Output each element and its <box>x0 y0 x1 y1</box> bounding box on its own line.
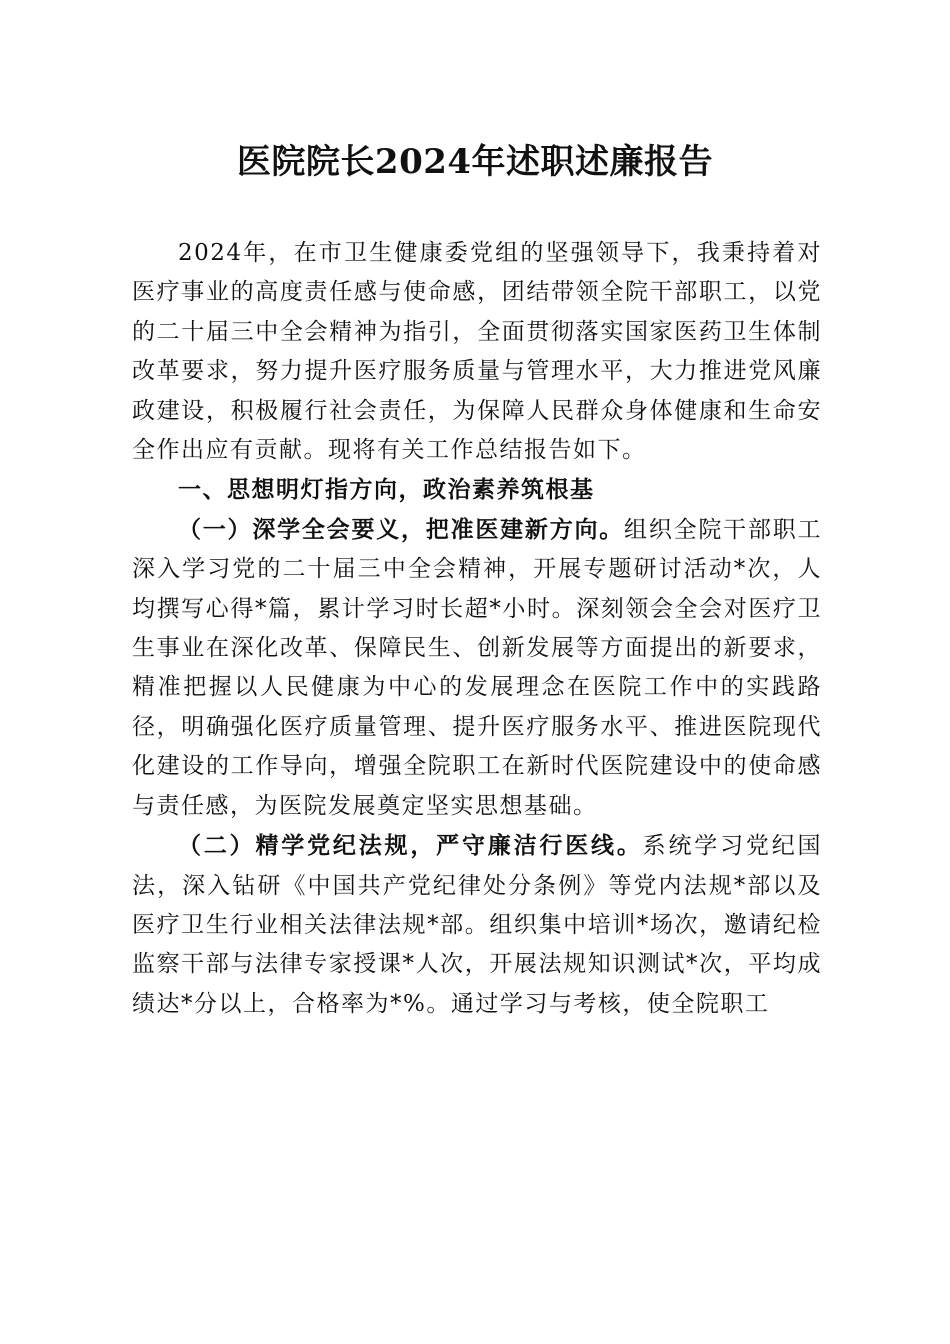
item-paragraph-1 <box>132 510 822 826</box>
document-body <box>132 234 822 1024</box>
item-text-1: 组织全院干部职工深入学习党的二十届三中全会精神，开展专题研讨活动*次，人均撰写心得*篇，累计学习时长超*小时。深刻领会全会对医疗卫生事业在深化改革、保障民生、创新发展等方面提出的新要求，精准把握以人民健康为中心的发展理念在医院工作中的实践路径，明确强化医疗质量管理、提升医疗服务水平、推进医院现代化建设的工作导向，增强全院职工在新时代医院建设中的使命感与责任感，为医院发展奠定坚实思想基础。 <box>132 516 823 819</box>
intro-paragraph: 2024年，在市卫生健康委党组的坚强领导下，我秉持着对医疗事业的高度责任感与使命感，团结带领全院干部职工，以党的二十届三中全会精神为指引，全面贯彻落实国家医药卫生体制改革要求，努力提升医疗服务质量与管理水平，大力推进党风廉政建设，积极履行社会责任，为保障人民群众身体健康和生命安全作出应有贡献。现将有关工作总结报告如下。 <box>132 240 822 464</box>
item-lead-2: （二）精学党纪法规，严守廉洁行医线。 <box>178 832 643 860</box>
item-lead-1: （一）深学全会要义，把准医建新方向。 <box>178 515 625 543</box>
section-heading: 一、思想明灯指方向，政治素养筑根基 <box>178 476 595 504</box>
item-paragraph-2 <box>132 826 822 1024</box>
document-title: 医院院长2024年述职述廉报告 <box>236 142 714 182</box>
item-text-2: 系统学习党纪国法，深入钻研《中国共产党纪律处分条例》等党内法规*部以及医疗卫生行业相关法律法规*部。组织集中培训*场次，邀请纪检监察干部与法律专家授课*人次，开展法规知识测试*次，平均成绩达*分以上，合格率为*%。通过学习与考核，使全院职工 <box>132 833 822 1017</box>
